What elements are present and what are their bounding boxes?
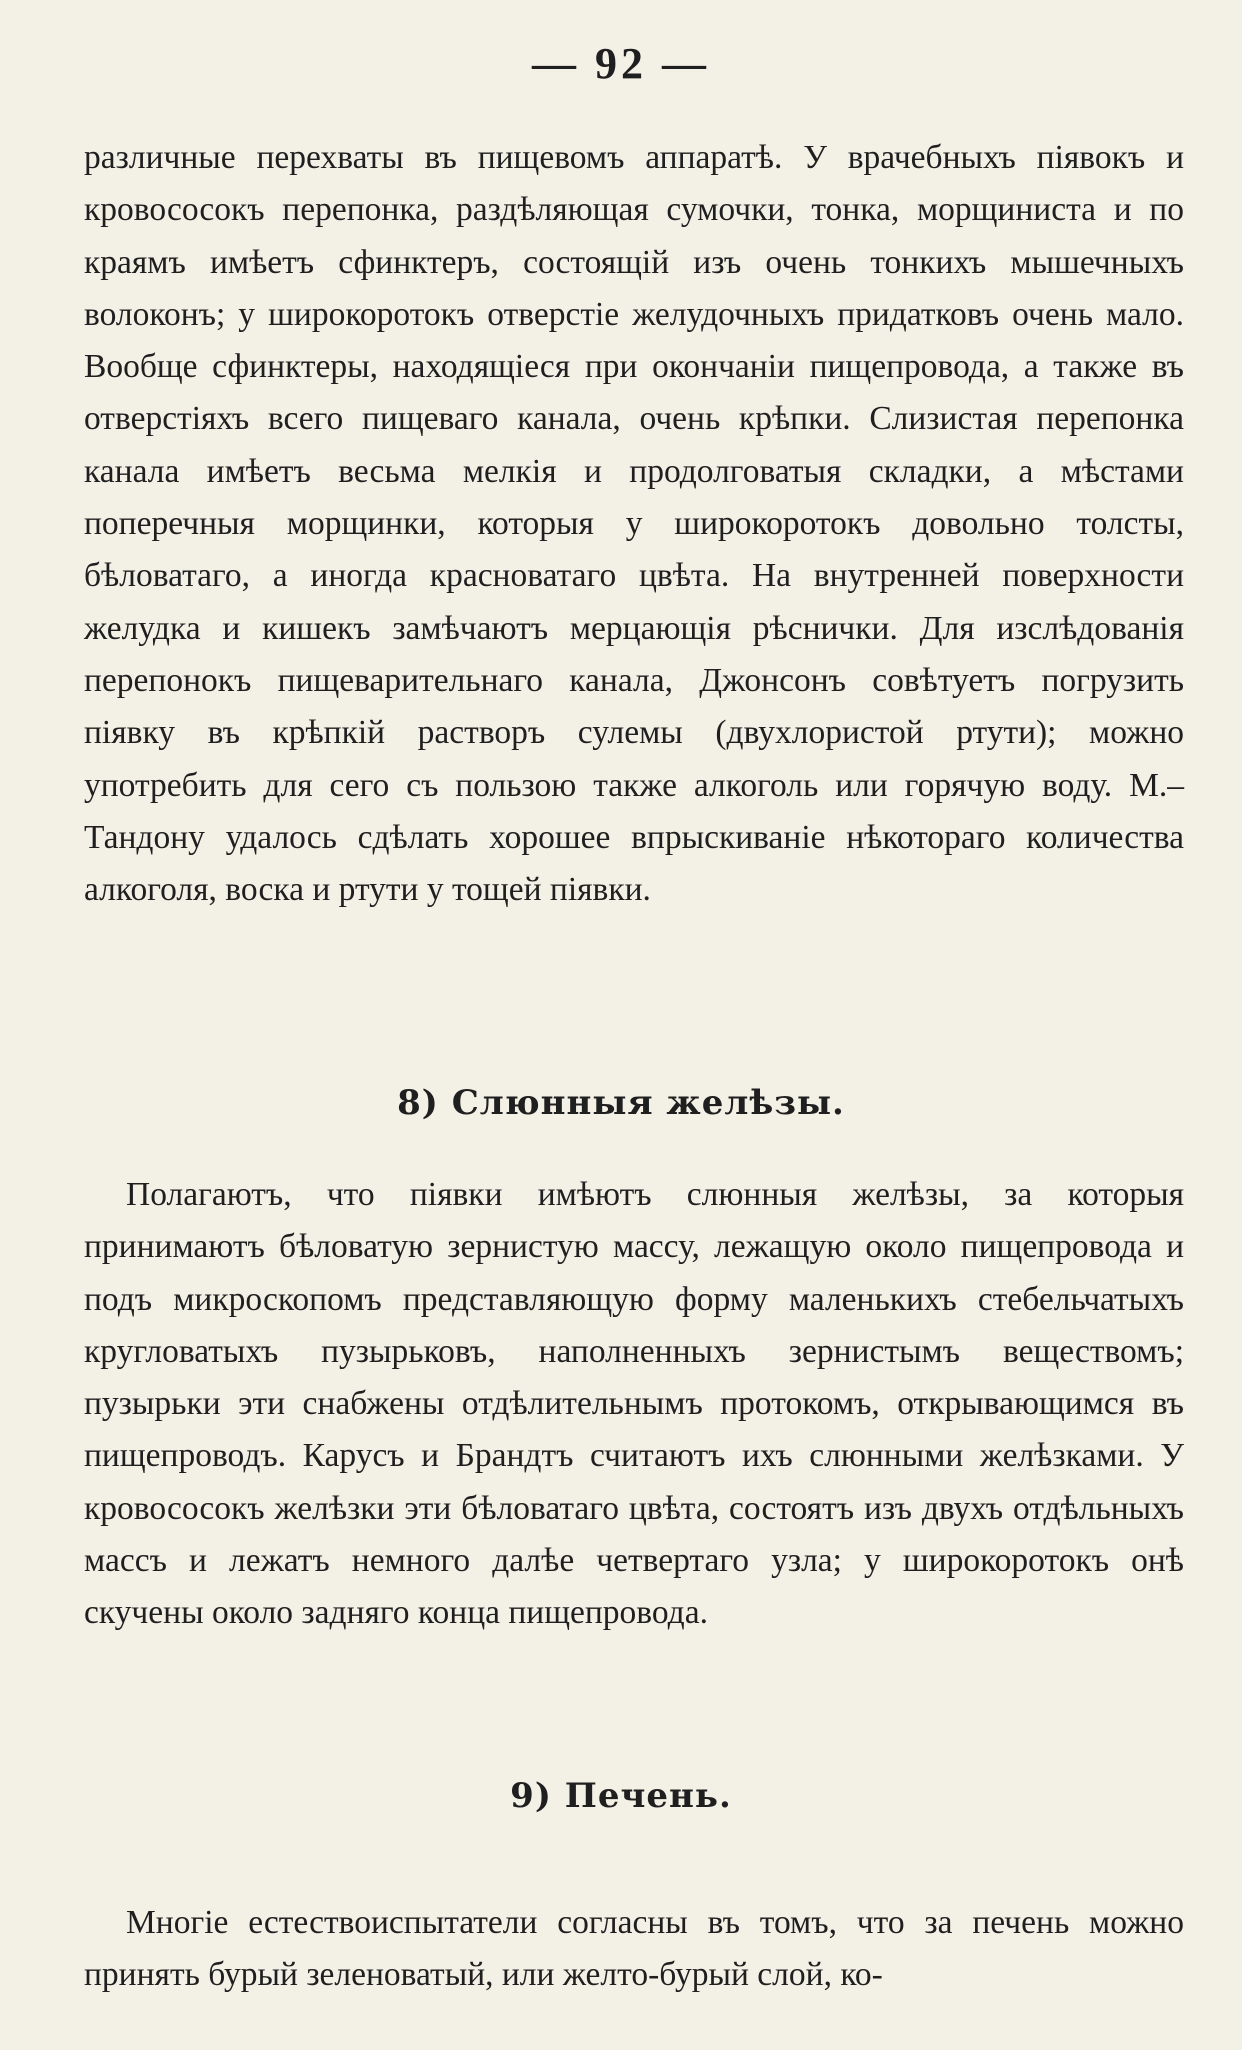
paragraph-salivary-glands: Полагаютъ, что піявки имѣютъ слюнныя желѣзы, за которыя принимаютъ бѣловатую зернистую массу, лежащую около пищепровода и подъ микроскопомъ представляющую форму маленькихъ стебельчатыхъ кругловатыхъ пузырьковъ, наполненныхъ зернистымъ веществомъ; пузырьки эти снабжены отдѣлительнымъ протокомъ, открывающимся въ пищепроводъ. Карусъ и Брандтъ считаютъ ихъ слюнными желѣзками. У кровососокъ желѣзки эти бѣловатаго цвѣта, состоятъ изъ двухъ отдѣльныхъ массъ и лежатъ немного далѣе четвертаго узла; у широкоротокъ онѣ скучены около задняго конца пищепровода.: [84, 1176, 1184, 1632]
page-number: — 92 —: [532, 39, 710, 88]
section-heading-liver: 9) Печень.: [510, 1776, 732, 1816]
section-heading-salivary-glands: 8) Слюнныя желѣзы.: [397, 1083, 845, 1123]
paragraph-digestive-membranes: различные перехваты въ пищевомъ аппаратѣ. У врачебныхъ піявокъ и кровососокъ перепонка, раздѣляющая сумочки, тонка, морщиниста и по краямъ имѣетъ сфинктеръ, состоящій изъ очень тонкихъ мышечныхъ волоконъ; у широкоротокъ отверстіе желудочныхъ придатковъ очень мало. Вообще сфинктеры, находящіеся при окончаніи пищепровода, а также въ отверстіяхъ всего пищеваго канала, очень крѣпки. Слизистая перепонка канала имѣетъ весьма мелкія и продолговатыя складки, а мѣстами поперечныя морщинки, которыя у широкоротокъ довольно толсты, бѣловатаго, а иногда красноватаго цвѣта. На внутренней поверхности желудка и кишекъ замѣчаютъ мерцающія рѣснички. Для изслѣдованія перепонокъ пищеварительнаго канала, Джонсонъ совѣтуетъ погрузить піявку въ крѣпкій растворъ сулемы (двухлористой ртути); можно употребить для сего съ пользою также алкоголь или горячую воду. М.–Тандону удалось сдѣлать хорошее впрыскиваніе нѣкотораго количества алкоголя, воска и ртути у тощей піявки.: [84, 139, 1184, 909]
paragraph-liver: Многіе естествоиспытатели согласны въ томъ, что за печень можно принять бурый зеленоватый, или желто-бурый слой, ко-: [84, 1904, 1184, 1994]
